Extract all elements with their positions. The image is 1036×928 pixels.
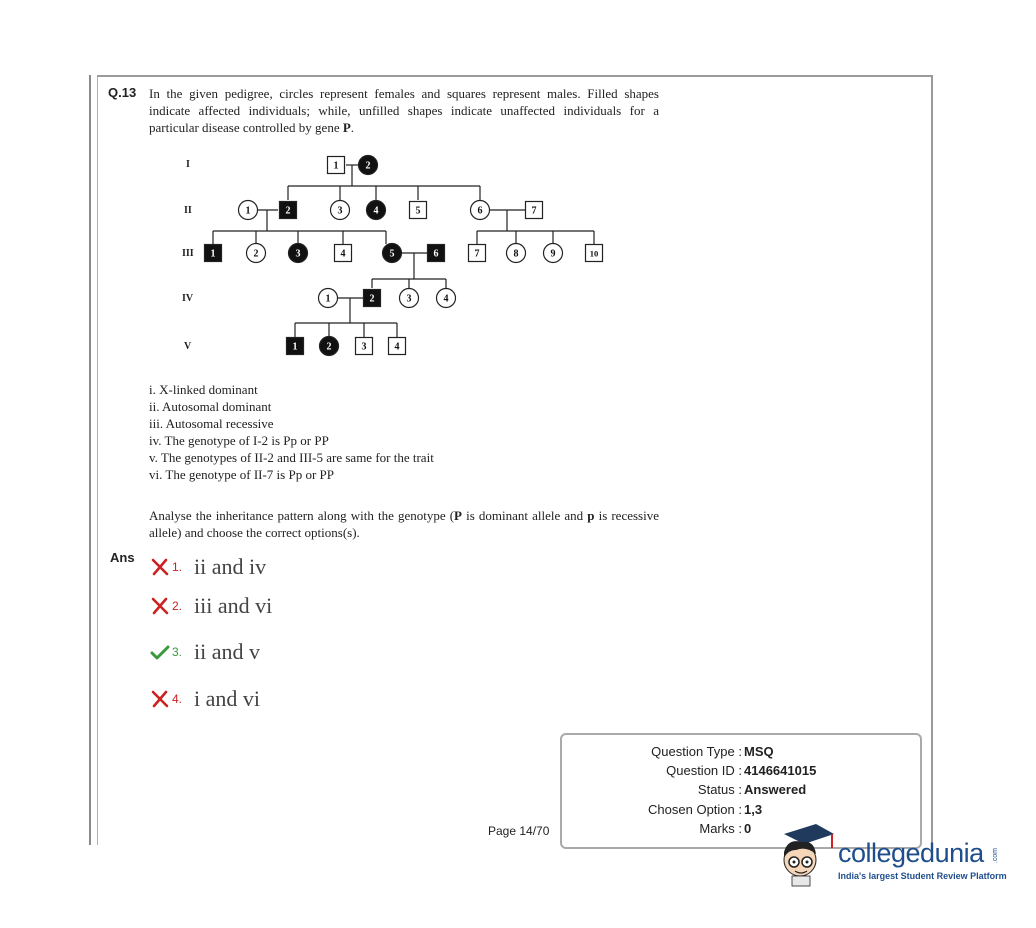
pedigree-label-III-5: 5 <box>389 248 395 260</box>
pedigree-label-IV-2: 2 <box>369 293 375 305</box>
statement-item: vi. The genotype of II-7 is Pp or PP <box>149 467 334 482</box>
pedigree-label-V-2: 2 <box>326 341 332 353</box>
statement-item: iv. The genotype of I-2 is Pp or PP <box>149 433 329 448</box>
frame-border-left-inner <box>97 75 98 845</box>
analyse-text-1: Analyse the inheritance pattern along with the genotype ( <box>149 508 455 523</box>
question-type-label: Question Type : <box>651 744 742 759</box>
pedigree-label-III-1: 1 <box>210 248 216 260</box>
option-text: iii and vi <box>194 593 273 618</box>
question-id-label: Question ID : <box>666 763 742 778</box>
pedigree-label-III-10: 10 <box>589 248 599 259</box>
check-icon <box>150 642 170 662</box>
option-text: ii and iv <box>194 554 267 579</box>
option-text: i and vi <box>194 686 260 711</box>
pedigree-chart <box>170 145 620 367</box>
pedigree-label-I-2: 2 <box>365 160 371 172</box>
pedigree-label-IV-3: 3 <box>406 293 412 305</box>
pedigree-label-II-4: 4 <box>373 205 379 217</box>
question-number: Q.13 <box>108 85 137 100</box>
pedigree-label-II-1: 1 <box>245 205 251 217</box>
generation-label-V: V <box>184 341 192 352</box>
generation-label-II: II <box>184 205 192 216</box>
pedigree-label-I-1: 1 <box>333 160 339 172</box>
status-value: Answered <box>744 782 807 797</box>
dominant-allele: P <box>454 508 462 523</box>
statement-list <box>149 381 434 483</box>
question-info-box <box>560 733 922 849</box>
pedigree-label-III-3: 3 <box>295 248 301 260</box>
question-text-body: In the given pedigree, circles represent females and squares represent males. Filled shapes indicate affected individuals; while, unfilled shapes indicate unaffected individuals for a particular disease controlled by gene <box>149 86 659 135</box>
answer-label: Ans <box>110 550 135 565</box>
option-number: 1. <box>172 560 183 574</box>
statement-item: i. X-linked dominant <box>149 382 258 397</box>
frame-border-left <box>89 75 91 845</box>
logo-domain-suffix: .com <box>992 848 999 864</box>
statement-item: ii. Autosomal dominant <box>149 399 272 414</box>
recessive-allele: p <box>587 508 595 523</box>
pedigree-label-III-9: 9 <box>550 248 556 260</box>
generation-label-IV: IV <box>182 293 194 304</box>
pedigree-label-V-3: 3 <box>361 341 367 353</box>
pedigree-label-II-2: 2 <box>285 205 291 217</box>
frame-border-top <box>97 75 933 77</box>
option-4[interactable] <box>150 684 260 714</box>
cross-icon <box>150 557 170 577</box>
pedigree-label-III-8: 8 <box>513 248 519 260</box>
option-text: ii and v <box>194 639 260 664</box>
question-type-value: MSQ <box>744 744 774 759</box>
pedigree-label-III-4: 4 <box>340 248 346 260</box>
option-1[interactable] <box>150 552 266 582</box>
statement-item: v. The genotypes of II-2 and III-5 are same for the trait <box>149 450 434 465</box>
option-3[interactable] <box>150 637 260 667</box>
question-id-value: 4146641015 <box>744 763 817 778</box>
option-number: 3. <box>172 645 183 659</box>
option-number: 4. <box>172 692 183 706</box>
pedigree-label-II-7: 7 <box>531 205 537 217</box>
pedigree-label-III-6: 6 <box>433 248 439 260</box>
pedigree-label-II-6: 6 <box>477 205 483 217</box>
generation-label-III: III <box>182 248 194 259</box>
analyse-text-2: is dominant allele and <box>462 508 588 523</box>
analyse-text-3: is recessive allele) and choose the correct options(s). <box>149 508 659 540</box>
pedigree-label-V-4: 4 <box>394 341 400 353</box>
collegedunia-mascot-icon <box>776 820 836 890</box>
gene-symbol: P <box>342 120 351 135</box>
option-number: 2. <box>172 599 183 613</box>
chosen-option-label: Chosen Option : <box>648 802 742 817</box>
pedigree-label-III-2: 2 <box>253 248 259 260</box>
question-text <box>149 85 659 136</box>
pedigree-label-IV-1: 1 <box>325 293 331 305</box>
logo-tagline: India's largest Student Review Platform <box>838 871 1007 881</box>
pedigree-label-V-1: 1 <box>292 341 298 353</box>
pedigree-label-II-5: 5 <box>415 205 421 217</box>
frame-border-right <box>931 75 933 845</box>
marks-value: 0 <box>744 821 752 836</box>
generation-label-I: I <box>186 159 190 170</box>
option-2[interactable] <box>150 591 272 621</box>
pedigree-lines <box>210 165 594 337</box>
collegedunia-logo-text: collegedunia <box>838 838 984 868</box>
cross-icon <box>150 596 170 616</box>
chosen-option-value: 1,3 <box>744 802 763 817</box>
page-number: Page 14/70 <box>488 824 550 838</box>
status-label: Status : <box>697 782 742 797</box>
cross-icon <box>150 689 170 709</box>
statement-item: iii. Autosomal recessive <box>149 416 274 431</box>
analyse-instruction <box>149 507 659 541</box>
pedigree-label-II-3: 3 <box>337 205 343 217</box>
pedigree-label-IV-4: 4 <box>443 293 449 305</box>
marks-label: Marks : <box>699 821 742 836</box>
pedigree-label-III-7: 7 <box>474 248 480 260</box>
question-text-end: . <box>350 120 355 135</box>
